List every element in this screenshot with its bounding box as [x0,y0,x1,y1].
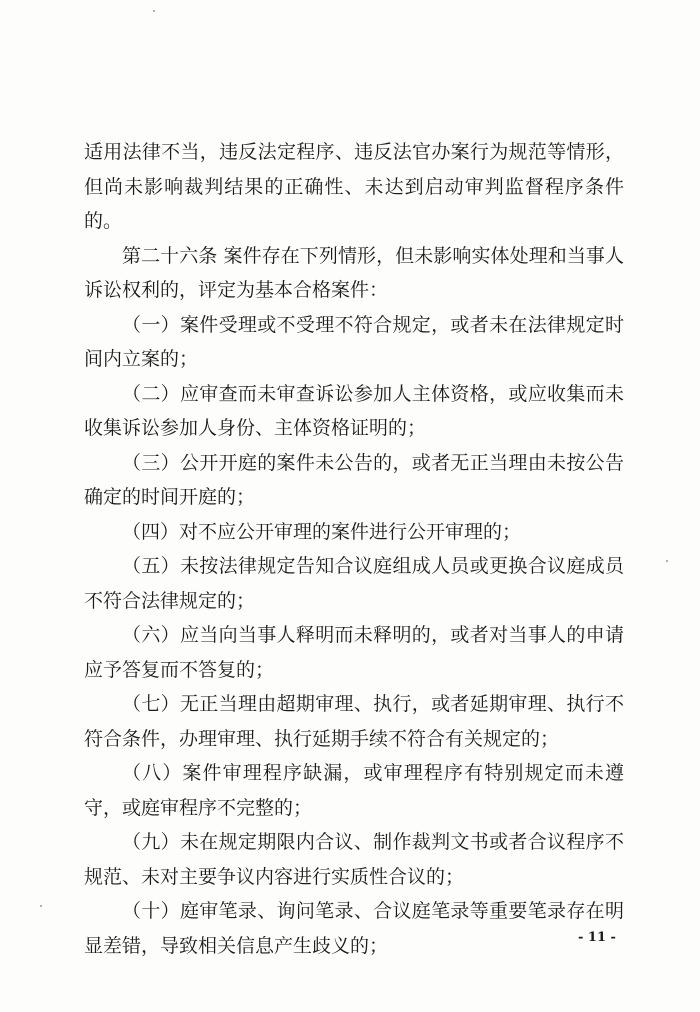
scan-speck [153,10,155,12]
list-item-5: （五）未按法律规定告知合议庭组成人员或更换合议庭成员不符合法律规定的； [84,555,624,612]
article-26-paragraph: 第二十六条 案件存在下列情形，但未影响实体处理和当事人诉讼权利的，评定为基本合格案件： [84,244,624,301]
paragraph: 适用法律不当，违反法定程序、违反法官办案行为规范等情形，但尚未影响裁判结果的正确性、未达到启动审判监督程序条件的。 [84,141,624,232]
list-item-6: （六）应当向当事人释明而未释明的，或者对当事人的申请应予答复而不答复的； [84,624,624,681]
scan-speck [40,905,42,907]
list-item-9: （九）未在规定期限内合议、制作裁判文书或者合议程序不规范、未对主要争议内容进行实质性合议的； [84,831,624,888]
list-item-1: （一）案件受理或不受理不符合规定，或者未在法律规定时间内立案的； [84,313,624,370]
scan-speck [666,560,668,562]
list-item-4: （四）对不应公开审理的案件进行公开审理的； [122,520,522,543]
list-item-2: （二）应审查而未审查诉讼参加人主体资格，或应收集而未收集诉讼参加人身份、主体资格证明的； [84,382,624,439]
list-item-3: （三）公开开庭的案件未公告的，或者无正当理由未按公告确定的时间开庭的； [84,451,624,508]
list-item-7: （七）无正当理由超期审理、执行，或者延期审理、执行不符合条件，办理审理、执行延期手续不符合有关规定的； [84,693,624,750]
page-number: - 11 - [578,930,616,945]
list-item-8: （八）案件审理程序缺漏，或审理程序有特别规定而未遵守，或庭审程序不完整的； [84,762,624,819]
body-text [84,135,624,963]
list-item-10: （十）庭审笔录、询问笔录、合议庭笔录等重要笔录存在明显差错，导致相关信息产生歧义的； [84,900,624,957]
